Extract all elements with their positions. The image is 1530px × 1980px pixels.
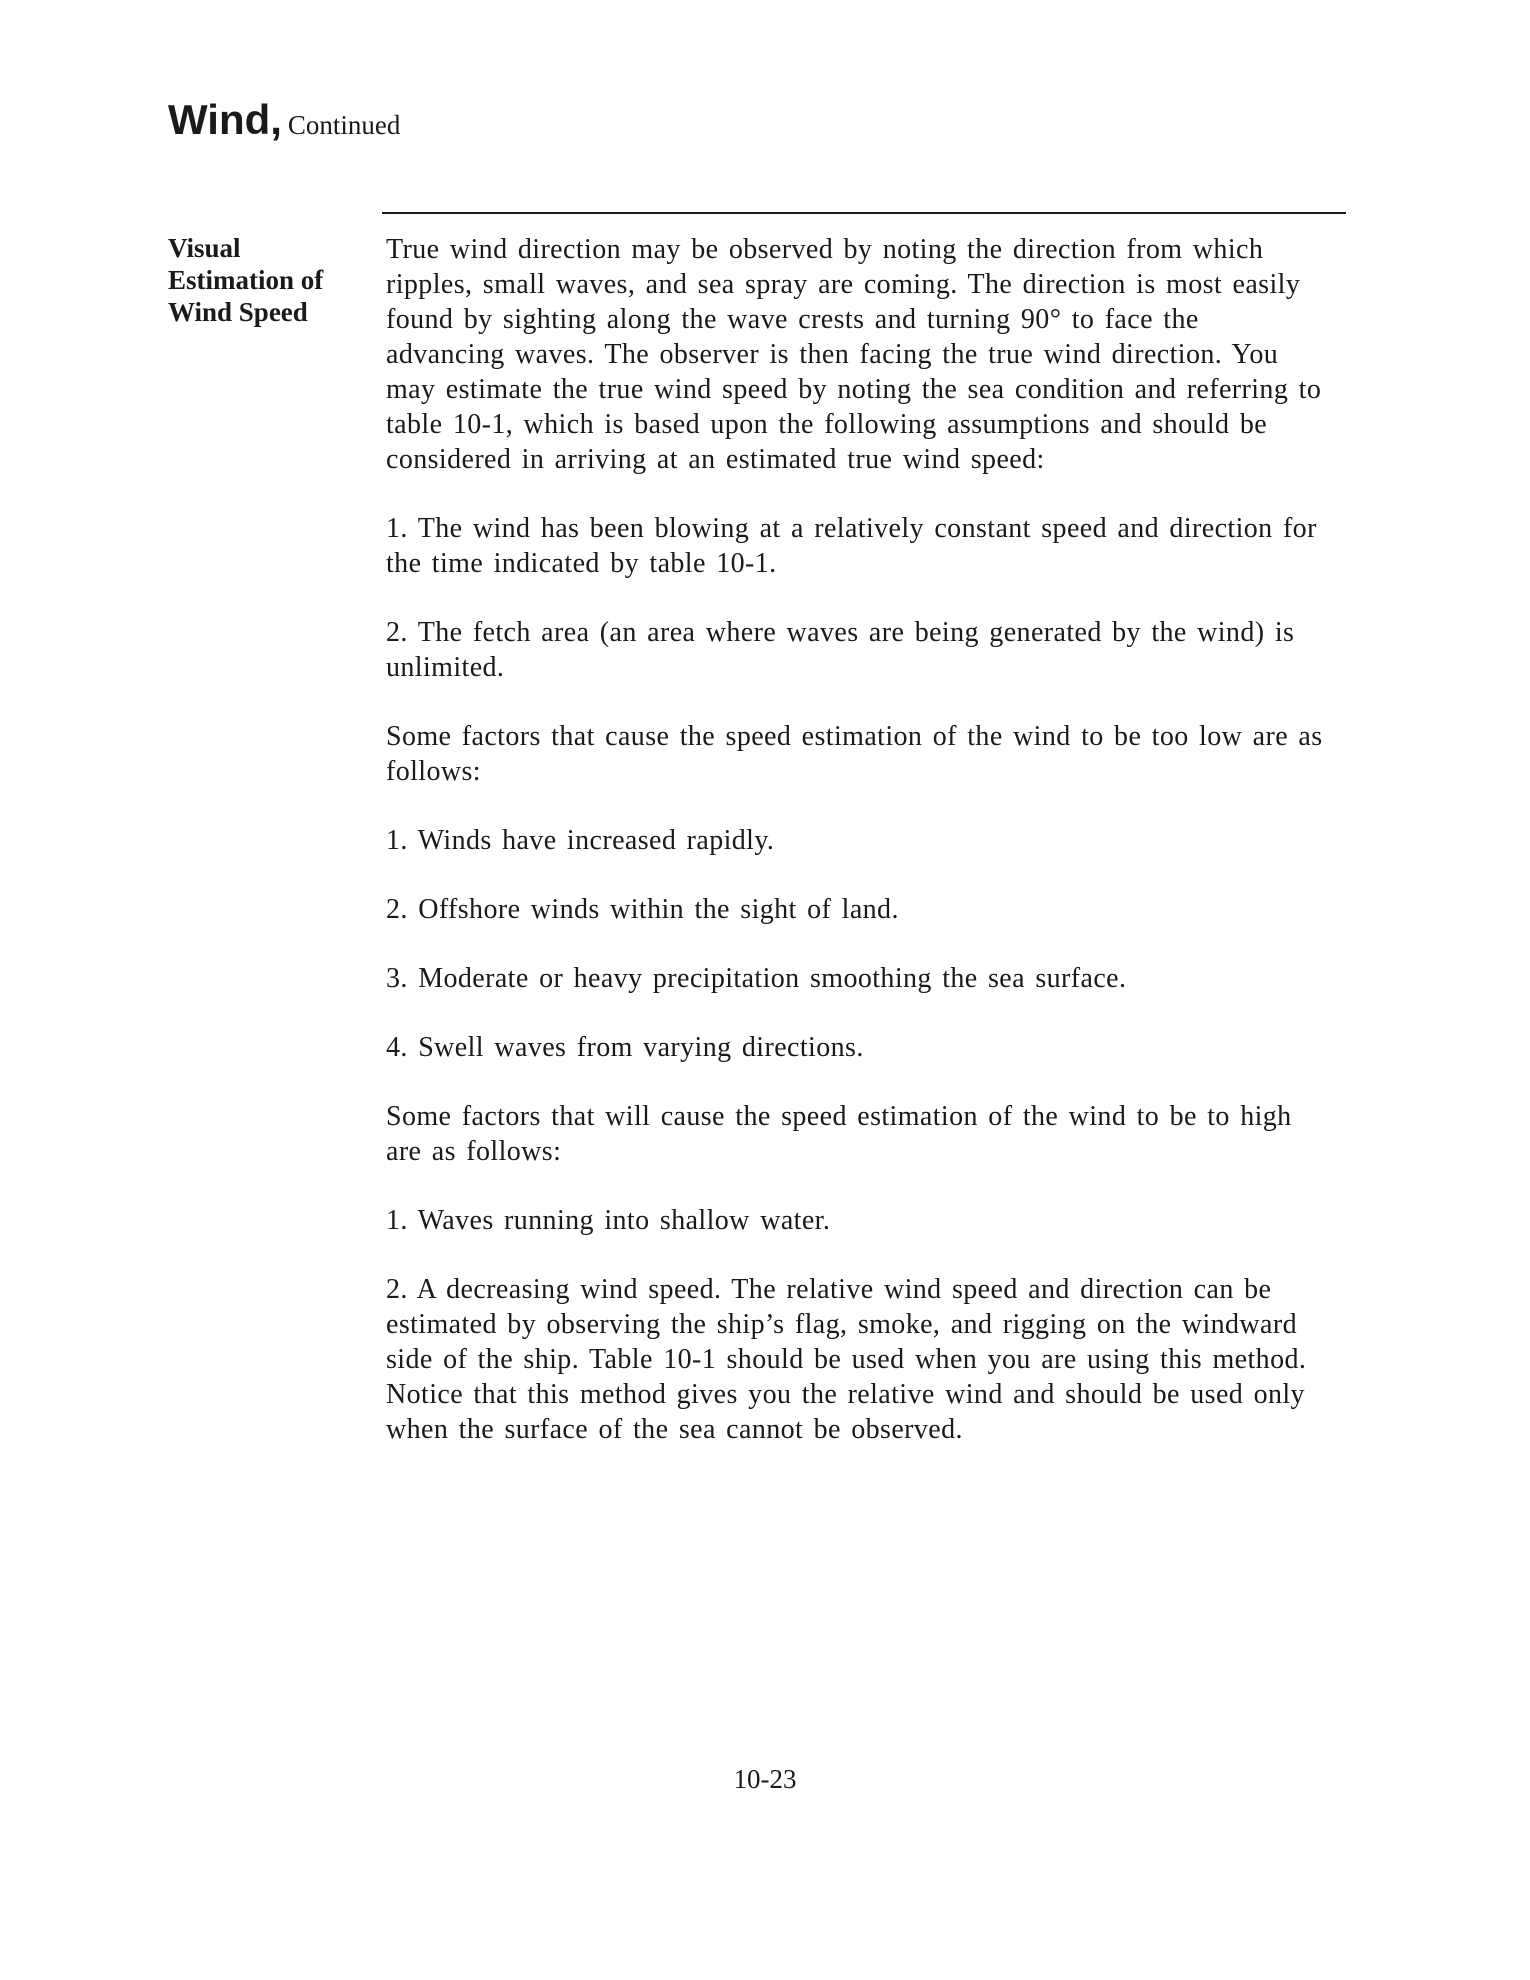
section-label-line: Wind Speed bbox=[168, 297, 308, 327]
section-divider bbox=[382, 212, 1346, 214]
body-paragraph: Some factors that will cause the speed estimation of the wind to be to high are as follows: bbox=[386, 1101, 1292, 1167]
body-paragraph: 1. Waves running into shallow water. bbox=[386, 1205, 831, 1236]
body-paragraph: 2. The fetch area (an area where waves are being generated by the wind) is unlimited. bbox=[386, 617, 1295, 683]
body-paragraph: 3. Moderate or heavy precipitation smoothing the sea surface. bbox=[386, 963, 1127, 994]
section-body bbox=[386, 232, 1326, 1481]
section-label bbox=[168, 232, 368, 328]
body-paragraph: 1. The wind has been blowing at a relatively constant speed and direction for the time indicated by table 10-1. bbox=[386, 513, 1317, 579]
body-paragraph: 4. Swell waves from varying directions. bbox=[386, 1032, 864, 1063]
section-label-line: Estimation of bbox=[168, 265, 324, 295]
body-paragraph: 1. Winds have increased rapidly. bbox=[386, 825, 775, 856]
body-paragraph: Some factors that cause the speed estimation of the wind to be too low are as follows: bbox=[386, 721, 1323, 787]
page-header bbox=[168, 96, 400, 144]
body-paragraph: True wind direction may be observed by noting the direction from which ripples, small waves, and sea spray are coming. The direction is most easily found by sighting along the wave crests and turning 90° to face the advancing waves. The observer is then facing the true wind direction. You may estimate the true wind speed by noting the sea condition and referring to table 10-1, which is based upon the following assumptions and should be considered in arriving at an estimated true wind speed: bbox=[386, 234, 1322, 475]
header-title: Wind, bbox=[168, 96, 282, 143]
body-paragraph: 2. Offshore winds within the sight of land. bbox=[386, 894, 899, 925]
header-subtitle: Continued bbox=[287, 110, 401, 140]
page-number: 10-23 bbox=[733, 1764, 797, 1794]
section-label-line: Visual bbox=[168, 233, 241, 263]
body-paragraph: 2. A decreasing wind speed. The relative wind speed and direction can be estimated by observing the ship’s flag, smoke, and rigging on the windward side of the ship. Table 10-1 should be used when you are using this method. Notice that this method gives you the relative wind and should be used only when the surface of the sea cannot be observed. bbox=[386, 1274, 1307, 1445]
